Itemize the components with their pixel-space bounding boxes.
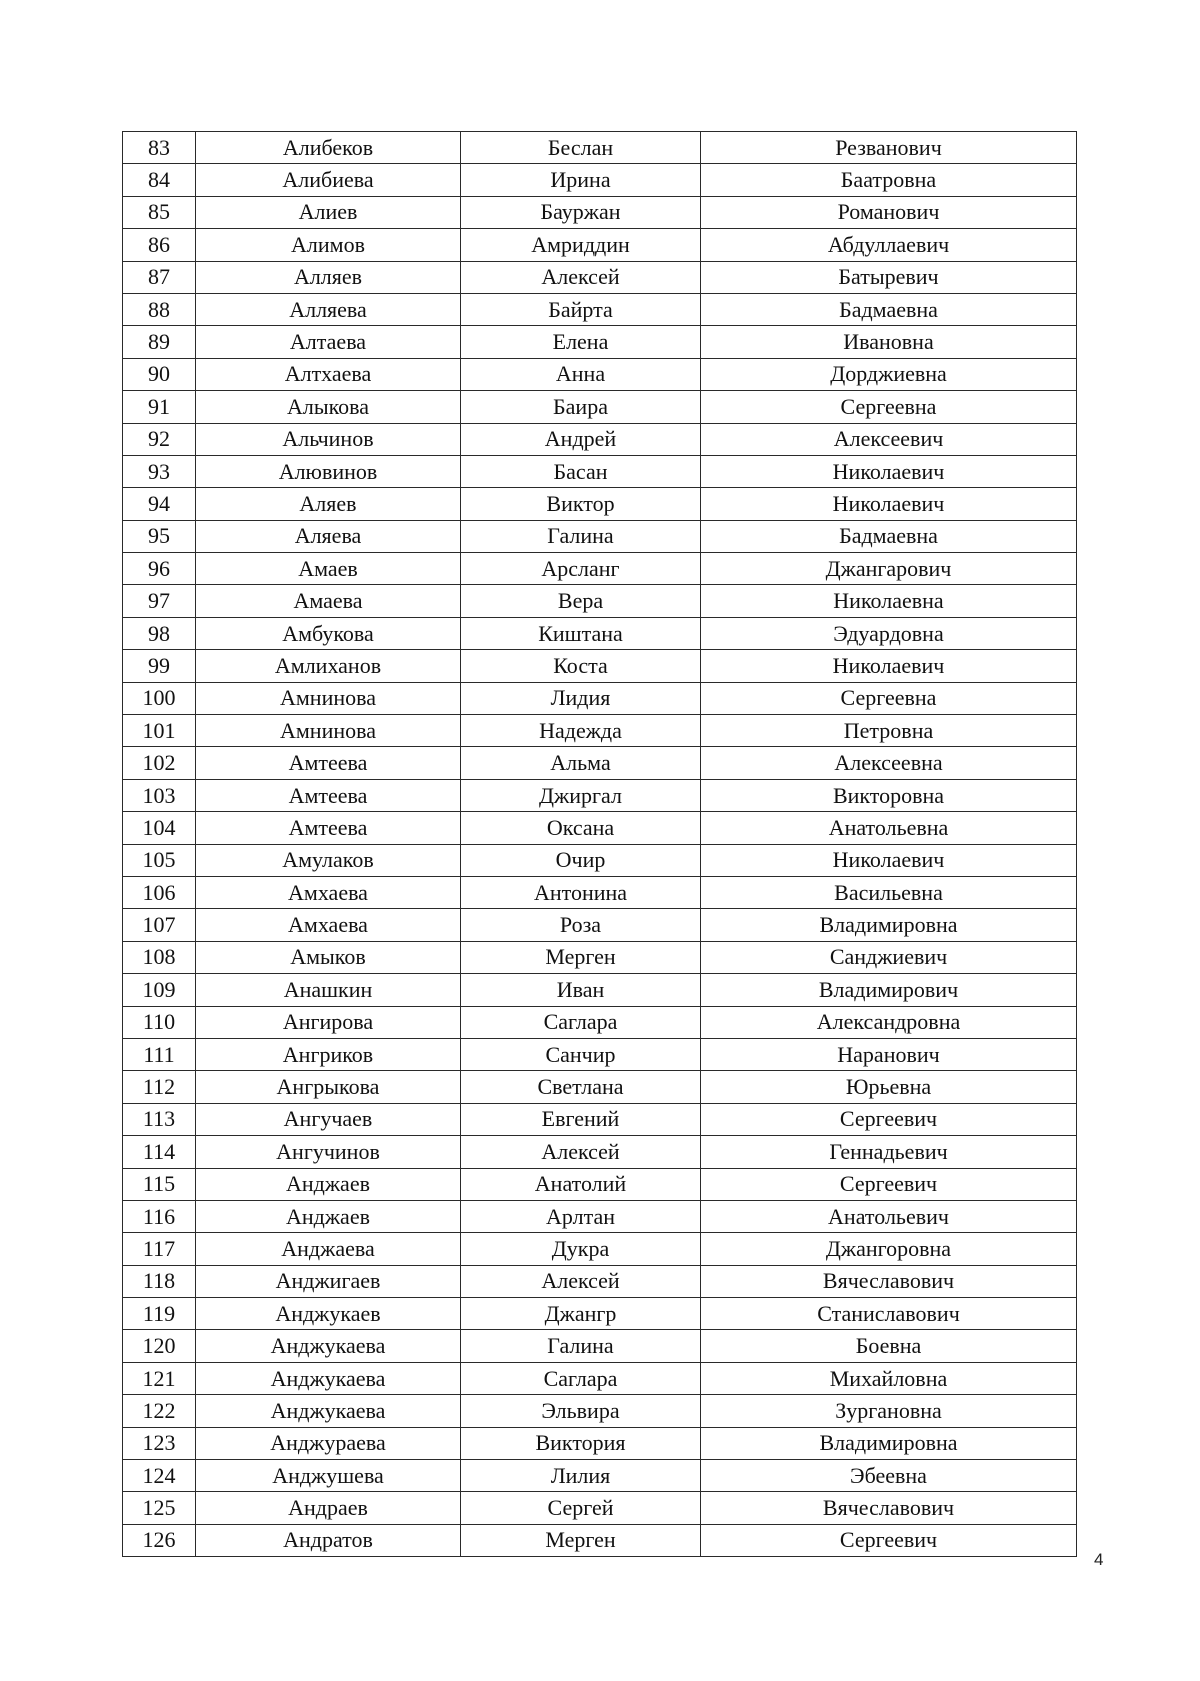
row-number-cell: 93 bbox=[123, 455, 196, 487]
row-number-cell: 102 bbox=[123, 747, 196, 779]
first-name-cell: Саглара bbox=[461, 1362, 701, 1394]
names-table bbox=[122, 131, 1077, 1557]
row-number-cell: 126 bbox=[123, 1524, 196, 1556]
first-name-cell: Надежда bbox=[461, 715, 701, 747]
table-row bbox=[123, 1103, 1077, 1135]
table-row bbox=[123, 812, 1077, 844]
table-row bbox=[123, 520, 1077, 552]
patronymic-cell: Алексеевна bbox=[701, 747, 1077, 779]
first-name-cell: Алексей bbox=[461, 1265, 701, 1297]
last-name-cell: Анджушева bbox=[196, 1460, 461, 1492]
row-number-cell: 114 bbox=[123, 1136, 196, 1168]
row-number-cell: 85 bbox=[123, 196, 196, 228]
first-name-cell: Киштана bbox=[461, 617, 701, 649]
last-name-cell: Амхаева bbox=[196, 876, 461, 908]
row-number-cell: 122 bbox=[123, 1395, 196, 1427]
last-name-cell: Анджукаева bbox=[196, 1330, 461, 1362]
table-row bbox=[123, 423, 1077, 455]
table-row bbox=[123, 682, 1077, 714]
row-number-cell: 83 bbox=[123, 132, 196, 164]
table-row bbox=[123, 293, 1077, 325]
first-name-cell: Оксана bbox=[461, 812, 701, 844]
last-name-cell: Амыков bbox=[196, 941, 461, 973]
first-name-cell: Роза bbox=[461, 909, 701, 941]
first-name-cell: Андрей bbox=[461, 423, 701, 455]
patronymic-cell: Викторовна bbox=[701, 779, 1077, 811]
row-number-cell: 117 bbox=[123, 1233, 196, 1265]
first-name-cell: Баира bbox=[461, 391, 701, 423]
table-row bbox=[123, 1298, 1077, 1330]
table-row bbox=[123, 358, 1077, 390]
table-row bbox=[123, 1006, 1077, 1038]
row-number-cell: 123 bbox=[123, 1427, 196, 1459]
row-number-cell: 87 bbox=[123, 261, 196, 293]
patronymic-cell: Сергеевич bbox=[701, 1524, 1077, 1556]
last-name-cell: Алтаева bbox=[196, 326, 461, 358]
row-number-cell: 101 bbox=[123, 715, 196, 747]
last-name-cell: Аляева bbox=[196, 520, 461, 552]
first-name-cell: Бауржан bbox=[461, 196, 701, 228]
last-name-cell: Алляев bbox=[196, 261, 461, 293]
row-number-cell: 100 bbox=[123, 682, 196, 714]
row-number-cell: 113 bbox=[123, 1103, 196, 1135]
last-name-cell: Амтеева bbox=[196, 779, 461, 811]
first-name-cell: Алексей bbox=[461, 261, 701, 293]
first-name-cell: Беслан bbox=[461, 132, 701, 164]
table-row bbox=[123, 229, 1077, 261]
last-name-cell: Анджукаева bbox=[196, 1395, 461, 1427]
patronymic-cell: Сергеевна bbox=[701, 391, 1077, 423]
last-name-cell: Анджураева bbox=[196, 1427, 461, 1459]
patronymic-cell: Юрьевна bbox=[701, 1071, 1077, 1103]
row-number-cell: 91 bbox=[123, 391, 196, 423]
row-number-cell: 119 bbox=[123, 1298, 196, 1330]
table-row bbox=[123, 974, 1077, 1006]
last-name-cell: Ангучаев bbox=[196, 1103, 461, 1135]
row-number-cell: 124 bbox=[123, 1460, 196, 1492]
first-name-cell: Виктор bbox=[461, 488, 701, 520]
first-name-cell: Светлана bbox=[461, 1071, 701, 1103]
table-row bbox=[123, 747, 1077, 779]
first-name-cell: Галина bbox=[461, 1330, 701, 1362]
last-name-cell: Амхаева bbox=[196, 909, 461, 941]
patronymic-cell: Николаевич bbox=[701, 455, 1077, 487]
first-name-cell: Саглара bbox=[461, 1006, 701, 1038]
patronymic-cell: Александровна bbox=[701, 1006, 1077, 1038]
first-name-cell: Евгений bbox=[461, 1103, 701, 1135]
row-number-cell: 104 bbox=[123, 812, 196, 844]
patronymic-cell: Владимировна bbox=[701, 909, 1077, 941]
first-name-cell: Лилия bbox=[461, 1460, 701, 1492]
last-name-cell: Алтхаева bbox=[196, 358, 461, 390]
table-row bbox=[123, 455, 1077, 487]
row-number-cell: 115 bbox=[123, 1168, 196, 1200]
row-number-cell: 96 bbox=[123, 553, 196, 585]
row-number-cell: 90 bbox=[123, 358, 196, 390]
last-name-cell: Амнинова bbox=[196, 715, 461, 747]
table-row bbox=[123, 1460, 1077, 1492]
row-number-cell: 94 bbox=[123, 488, 196, 520]
patronymic-cell: Зургановна bbox=[701, 1395, 1077, 1427]
table-row bbox=[123, 391, 1077, 423]
last-name-cell: Амаев bbox=[196, 553, 461, 585]
first-name-cell: Елена bbox=[461, 326, 701, 358]
last-name-cell: Алыкова bbox=[196, 391, 461, 423]
row-number-cell: 118 bbox=[123, 1265, 196, 1297]
patronymic-cell: Петровна bbox=[701, 715, 1077, 747]
patronymic-cell: Николаевич bbox=[701, 488, 1077, 520]
first-name-cell: Ирина bbox=[461, 164, 701, 196]
patronymic-cell: Ивановна bbox=[701, 326, 1077, 358]
first-name-cell: Алексей bbox=[461, 1136, 701, 1168]
table-row bbox=[123, 553, 1077, 585]
table-row bbox=[123, 1233, 1077, 1265]
first-name-cell: Галина bbox=[461, 520, 701, 552]
patronymic-cell: Алексеевич bbox=[701, 423, 1077, 455]
last-name-cell: Алиев bbox=[196, 196, 461, 228]
patronymic-cell: Боевна bbox=[701, 1330, 1077, 1362]
patronymic-cell: Наранович bbox=[701, 1038, 1077, 1070]
first-name-cell: Мерген bbox=[461, 1524, 701, 1556]
table-row bbox=[123, 1524, 1077, 1556]
last-name-cell: Амаева bbox=[196, 585, 461, 617]
first-name-cell: Санчир bbox=[461, 1038, 701, 1070]
table-row bbox=[123, 164, 1077, 196]
patronymic-cell: Анатольевич bbox=[701, 1200, 1077, 1232]
last-name-cell: Амулаков bbox=[196, 844, 461, 876]
row-number-cell: 92 bbox=[123, 423, 196, 455]
table-row bbox=[123, 1168, 1077, 1200]
last-name-cell: Анджаев bbox=[196, 1168, 461, 1200]
last-name-cell: Ангирова bbox=[196, 1006, 461, 1038]
first-name-cell: Басан bbox=[461, 455, 701, 487]
patronymic-cell: Романович bbox=[701, 196, 1077, 228]
row-number-cell: 109 bbox=[123, 974, 196, 1006]
last-name-cell: Анджукаева bbox=[196, 1362, 461, 1394]
patronymic-cell: Сергеевич bbox=[701, 1168, 1077, 1200]
row-number-cell: 106 bbox=[123, 876, 196, 908]
first-name-cell: Сергей bbox=[461, 1492, 701, 1524]
last-name-cell: Амнинова bbox=[196, 682, 461, 714]
patronymic-cell: Владимировна bbox=[701, 1427, 1077, 1459]
first-name-cell: Очир bbox=[461, 844, 701, 876]
last-name-cell: Амлиханов bbox=[196, 650, 461, 682]
table-row bbox=[123, 488, 1077, 520]
row-number-cell: 105 bbox=[123, 844, 196, 876]
table-row bbox=[123, 196, 1077, 228]
row-number-cell: 103 bbox=[123, 779, 196, 811]
first-name-cell: Эльвира bbox=[461, 1395, 701, 1427]
last-name-cell: Ангучинов bbox=[196, 1136, 461, 1168]
first-name-cell: Коста bbox=[461, 650, 701, 682]
table-row bbox=[123, 132, 1077, 164]
table-row bbox=[123, 876, 1077, 908]
patronymic-cell: Николаевич bbox=[701, 844, 1077, 876]
row-number-cell: 86 bbox=[123, 229, 196, 261]
last-name-cell: Анджигаев bbox=[196, 1265, 461, 1297]
first-name-cell: Джиргал bbox=[461, 779, 701, 811]
last-name-cell: Алювинов bbox=[196, 455, 461, 487]
last-name-cell: Алляева bbox=[196, 293, 461, 325]
last-name-cell: Ангриков bbox=[196, 1038, 461, 1070]
table-row bbox=[123, 715, 1077, 747]
last-name-cell: Аляев bbox=[196, 488, 461, 520]
table-row bbox=[123, 650, 1077, 682]
row-number-cell: 89 bbox=[123, 326, 196, 358]
first-name-cell: Джангр bbox=[461, 1298, 701, 1330]
patronymic-cell: Дорджиевна bbox=[701, 358, 1077, 390]
first-name-cell: Амриддин bbox=[461, 229, 701, 261]
patronymic-cell: Сергеевич bbox=[701, 1103, 1077, 1135]
patronymic-cell: Джангарович bbox=[701, 553, 1077, 585]
last-name-cell: Андраев bbox=[196, 1492, 461, 1524]
row-number-cell: 88 bbox=[123, 293, 196, 325]
table-row bbox=[123, 1362, 1077, 1394]
row-number-cell: 111 bbox=[123, 1038, 196, 1070]
patronymic-cell: Баатровна bbox=[701, 164, 1077, 196]
table-row bbox=[123, 779, 1077, 811]
patronymic-cell: Васильевна bbox=[701, 876, 1077, 908]
page-number: 4 bbox=[1094, 1550, 1104, 1569]
table-row bbox=[123, 1071, 1077, 1103]
last-name-cell: Алибиева bbox=[196, 164, 461, 196]
row-number-cell: 99 bbox=[123, 650, 196, 682]
patronymic-cell: Джангоровна bbox=[701, 1233, 1077, 1265]
last-name-cell: Андратов bbox=[196, 1524, 461, 1556]
last-name-cell: Амтеева bbox=[196, 812, 461, 844]
row-number-cell: 95 bbox=[123, 520, 196, 552]
patronymic-cell: Бадмаевна bbox=[701, 293, 1077, 325]
first-name-cell: Анна bbox=[461, 358, 701, 390]
patronymic-cell: Анатольевна bbox=[701, 812, 1077, 844]
table-row bbox=[123, 909, 1077, 941]
first-name-cell: Антонина bbox=[461, 876, 701, 908]
last-name-cell: Амтеева bbox=[196, 747, 461, 779]
names-table-body bbox=[123, 132, 1077, 1557]
first-name-cell: Анатолий bbox=[461, 1168, 701, 1200]
patronymic-cell: Абдуллаевич bbox=[701, 229, 1077, 261]
row-number-cell: 116 bbox=[123, 1200, 196, 1232]
patronymic-cell: Резванович bbox=[701, 132, 1077, 164]
patronymic-cell: Геннадьевич bbox=[701, 1136, 1077, 1168]
table-row bbox=[123, 617, 1077, 649]
row-number-cell: 110 bbox=[123, 1006, 196, 1038]
table-row bbox=[123, 844, 1077, 876]
patronymic-cell: Вячеславович bbox=[701, 1492, 1077, 1524]
first-name-cell: Мерген bbox=[461, 941, 701, 973]
first-name-cell: Арлтан bbox=[461, 1200, 701, 1232]
patronymic-cell: Николаевич bbox=[701, 650, 1077, 682]
row-number-cell: 84 bbox=[123, 164, 196, 196]
row-number-cell: 121 bbox=[123, 1362, 196, 1394]
row-number-cell: 98 bbox=[123, 617, 196, 649]
last-name-cell: Анджаева bbox=[196, 1233, 461, 1265]
last-name-cell: Анджаев bbox=[196, 1200, 461, 1232]
patronymic-cell: Вячеславович bbox=[701, 1265, 1077, 1297]
last-name-cell: Анджукаев bbox=[196, 1298, 461, 1330]
patronymic-cell: Михайловна bbox=[701, 1362, 1077, 1394]
last-name-cell: Анашкин bbox=[196, 974, 461, 1006]
patronymic-cell: Батыревич bbox=[701, 261, 1077, 293]
last-name-cell: Амбукова bbox=[196, 617, 461, 649]
table-row bbox=[123, 1395, 1077, 1427]
first-name-cell: Дукра bbox=[461, 1233, 701, 1265]
row-number-cell: 107 bbox=[123, 909, 196, 941]
first-name-cell: Лидия bbox=[461, 682, 701, 714]
table-row bbox=[123, 941, 1077, 973]
row-number-cell: 125 bbox=[123, 1492, 196, 1524]
last-name-cell: Алимов bbox=[196, 229, 461, 261]
first-name-cell: Вера bbox=[461, 585, 701, 617]
table-row bbox=[123, 1038, 1077, 1070]
table-row bbox=[123, 1330, 1077, 1362]
patronymic-cell: Станиславович bbox=[701, 1298, 1077, 1330]
first-name-cell: Арсланг bbox=[461, 553, 701, 585]
first-name-cell: Альма bbox=[461, 747, 701, 779]
last-name-cell: Альчинов bbox=[196, 423, 461, 455]
table-row bbox=[123, 585, 1077, 617]
last-name-cell: Алибеков bbox=[196, 132, 461, 164]
patronymic-cell: Бадмаевна bbox=[701, 520, 1077, 552]
first-name-cell: Байрта bbox=[461, 293, 701, 325]
first-name-cell: Виктория bbox=[461, 1427, 701, 1459]
table-row bbox=[123, 261, 1077, 293]
table-row bbox=[123, 326, 1077, 358]
table-row bbox=[123, 1136, 1077, 1168]
patronymic-cell: Эбеевна bbox=[701, 1460, 1077, 1492]
patronymic-cell: Эдуардовна bbox=[701, 617, 1077, 649]
table-row bbox=[123, 1492, 1077, 1524]
patronymic-cell: Николаевна bbox=[701, 585, 1077, 617]
row-number-cell: 120 bbox=[123, 1330, 196, 1362]
row-number-cell: 112 bbox=[123, 1071, 196, 1103]
patronymic-cell: Владимирович bbox=[701, 974, 1077, 1006]
table-row bbox=[123, 1427, 1077, 1459]
table-row bbox=[123, 1200, 1077, 1232]
patronymic-cell: Санджиевич bbox=[701, 941, 1077, 973]
patronymic-cell: Сергеевна bbox=[701, 682, 1077, 714]
row-number-cell: 108 bbox=[123, 941, 196, 973]
first-name-cell: Иван bbox=[461, 974, 701, 1006]
row-number-cell: 97 bbox=[123, 585, 196, 617]
table-row bbox=[123, 1265, 1077, 1297]
last-name-cell: Ангрыкова bbox=[196, 1071, 461, 1103]
